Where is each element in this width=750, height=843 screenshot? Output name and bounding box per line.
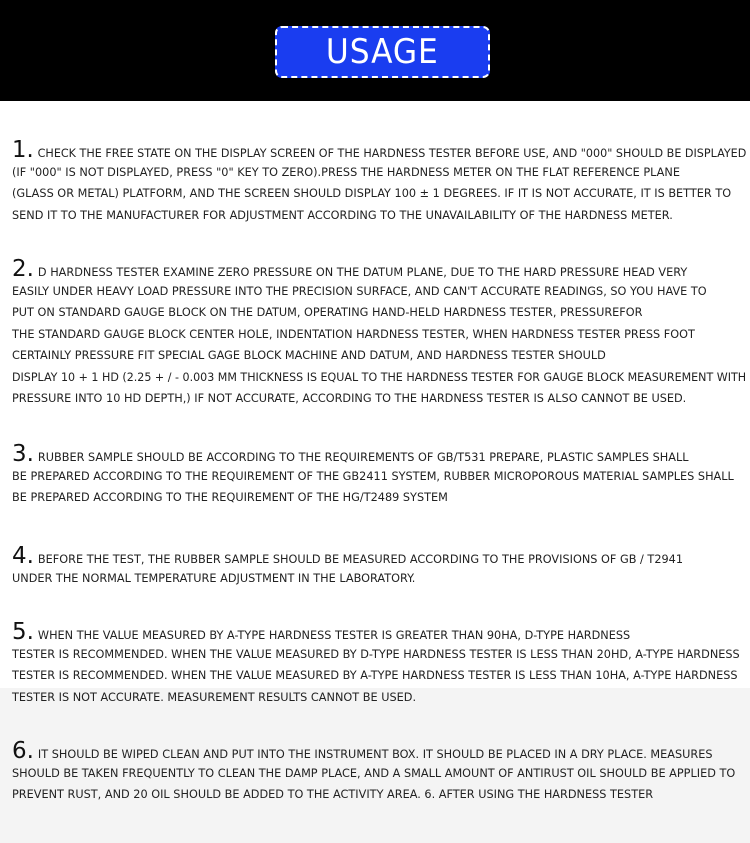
step-number: 6. bbox=[12, 738, 34, 764]
step-line: PUT ON STANDARD GAUGE BLOCK ON THE DATUM, OPERATING HAND-HELD HARDNESS TESTER, PRESSUREFOR bbox=[12, 306, 643, 319]
step-4 bbox=[12, 543, 747, 589]
step-line: BE PREPARED ACCORDING TO THE REQUIREMENT OF THE GB2411 SYSTEM, RUBBER MICROPOROUS MATERIAL SAMPLES SHALL bbox=[12, 469, 734, 483]
step-line bbox=[12, 137, 747, 163]
step-line: PREVENT RUST, AND 20 OIL SHOULD BE ADDED TO THE ACTIVITY AREA. 6. AFTER USING THE HARDNESS TESTER bbox=[12, 788, 654, 801]
step-2 bbox=[12, 256, 747, 410]
step-line: (IF "000" IS NOT DISPLAYED, PRESS "0" KEY TO ZERO).PRESS THE HARDNESS METER ON THE FLAT REFERENCE PLANE bbox=[12, 165, 680, 179]
step-text: BEFORE THE TEST, THE RUBBER SAMPLE SHOULD BE MEASURED ACCORDING TO THE PROVISIONS OF GB / T2941 bbox=[37, 553, 684, 566]
step-line bbox=[12, 256, 746, 282]
step-line: EASILY UNDER HEAVY LOAD PRESSURE INTO THE PRECISION SURFACE, AND CAN'T ACCURATE READINGS, SO YOU HAVE TO bbox=[12, 284, 707, 298]
step-text: IT SHOULD BE WIPED CLEAN AND PUT INTO THE INSTRUMENT BOX. IT SHOULD BE PLACED IN A DRY PLACE. MEASURES bbox=[37, 748, 713, 761]
step-text: RUBBER SAMPLE SHOULD BE ACCORDING TO THE REQUIREMENTS OF GB/T531 PREPARE, PLASTIC SAMPLES SHALL bbox=[37, 451, 689, 464]
step-number: 5. bbox=[12, 619, 34, 645]
step-1 bbox=[12, 137, 747, 226]
step-line: TESTER IS RECOMMENDED. WHEN THE VALUE MEASURED BY A-TYPE HARDNESS TESTER IS LESS THAN 10HA, A-TYPE HARDNESS bbox=[12, 669, 738, 682]
step-6 bbox=[12, 738, 747, 806]
step-line: (GLASS OR METAL) PLATFORM, AND THE SCREEN SHOULD DISPLAY 100 ± 1 DEGREES. IF IT IS NOT ACCURATE, IT IS BETTER TO bbox=[12, 187, 732, 200]
step-number: 2. bbox=[12, 256, 34, 282]
step-line: PRESSURE INTO 10 HD DEPTH,) IF NOT ACCURATE, ACCORDING TO THE HARDNESS TESTER IS ALSO CANNOT BE USED. bbox=[12, 392, 687, 405]
step-3 bbox=[12, 441, 747, 509]
step-number: 4. bbox=[12, 543, 34, 569]
step-text: CHECK THE FREE STATE ON THE DISPLAY SCREEN OF THE HARDNESS TESTER BEFORE USE, AND "000" SHOULD BE DISPLAYED bbox=[37, 147, 747, 160]
step-line: TESTER IS NOT ACCURATE. MEASUREMENT RESULTS CANNOT BE USED. bbox=[12, 690, 417, 704]
step-line: TESTER IS RECOMMENDED. WHEN THE VALUE MEASURED BY D-TYPE HARDNESS TESTER IS LESS THAN 20HD, A-TYPE HARDNESS bbox=[12, 647, 740, 661]
usage-title: USAGE bbox=[326, 32, 439, 72]
step-line: UNDER THE NORMAL TEMPERATURE ADJUSTMENT IN THE LABORATORY. bbox=[12, 571, 416, 585]
step-line: THE STANDARD GAUGE BLOCK CENTER HOLE, INDENTATION HARDNESS TESTER, WHEN HARDNESS TESTER PRESS FOOT bbox=[12, 327, 695, 341]
step-line bbox=[12, 738, 746, 764]
step-text: D HARDNESS TESTER EXAMINE ZERO PRESSURE ON THE DATUM PLANE, DUE TO THE HARD PRESSURE HEAD VERY bbox=[37, 266, 688, 279]
step-line: SHOULD BE TAKEN FREQUENTLY TO CLEAN THE DAMP PLACE, AND A SMALL AMOUNT OF ANTIRUST OIL SHOULD BE APPLIED TO bbox=[12, 766, 736, 780]
step-line: DISPLAY 10 + 1 HD (2.25 + / - 0.003 MM THICKNESS IS EQUAL TO THE HARDNESS TESTER FOR GAUGE BLOCK MEASUREMENT WITH bbox=[12, 370, 747, 384]
step-line: BE PREPARED ACCORDING TO THE REQUIREMENT OF THE HG/T2489 SYSTEM bbox=[12, 491, 448, 504]
step-number: 3. bbox=[12, 441, 34, 467]
step-number: 1. bbox=[12, 137, 34, 163]
step-line bbox=[12, 619, 746, 645]
step-line bbox=[12, 441, 746, 467]
step-line: CERTAINLY PRESSURE FIT SPECIAL GAGE BLOCK MACHINE AND DATUM, AND HARDNESS TESTER SHOULD bbox=[12, 349, 606, 362]
step-5 bbox=[12, 619, 747, 708]
usage-title-box bbox=[275, 26, 490, 78]
step-line bbox=[12, 543, 746, 569]
header-banner bbox=[0, 0, 750, 101]
step-text: WHEN THE VALUE MEASURED BY A-TYPE HARDNESS TESTER IS GREATER THAN 90HA, D-TYPE HARDNESS bbox=[37, 629, 631, 642]
step-line: SEND IT TO THE MANUFACTURER FOR ADJUSTMENT ACCORDING TO THE UNAVAILABILITY OF THE HARDNESS METER. bbox=[12, 208, 673, 222]
